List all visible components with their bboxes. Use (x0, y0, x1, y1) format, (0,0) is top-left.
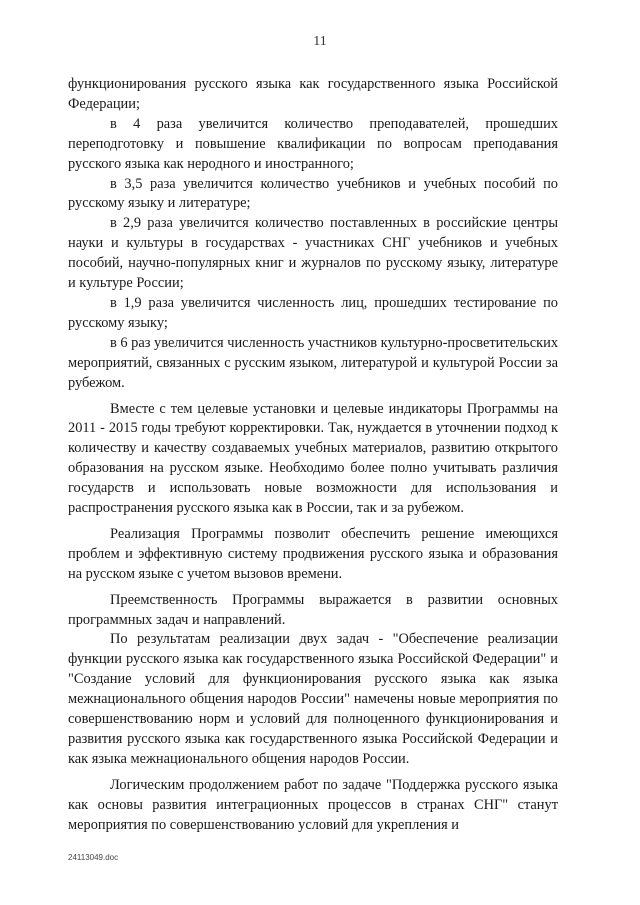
paragraph: в 4 раза увеличится количество преподавателей, прошедших переподготовку и повышение квалификации по вопросам преподавания русского языка как неродного и иностранного; (68, 115, 558, 172)
paragraph: в 3,5 раза увеличится количество учебников и учебных пособий по русскому языку и литературе; (68, 175, 558, 212)
paragraph: Вместе с тем целевые установки и целевые индикаторы Программы на 2011 - 2015 годы требуют корректировки. Так, нуждается в уточнении подход к количеству и качеству создаваемых учебных материалов, развитию открытого образования на русском языке. Необходимо более полно учитывать различия государств и использовать новые возможности для использования и распространения русского языка как в России, так и за рубежом. (68, 400, 558, 517)
paragraph: Реализация Программы позволит обеспечить решение имеющихся проблем и эффективную систему продвижения русского языка и образования на русском языке с учетом вызовов времени. (68, 525, 558, 582)
document-body (68, 75, 558, 836)
paragraph: По результатам реализации двух задач - "Обеспечение реализации функции русского языка как государственного языка Российской Федерации" и "Создание условий для функционирования русского языка как языка межнационального общения народов России" намечены новые мероприятия по совершенствованию норм и условий для полноценного функционирования и развития русского языка как государственного языка Российской Федерации и как языка межнационального общения народов России. (68, 631, 558, 767)
paragraph: в 1,9 раза увеличится численность лиц, прошедших тестирование по русскому языку; (68, 294, 558, 331)
paragraph: Преемственность Программы выражается в развитии основных программных задач и направлений. (68, 591, 558, 628)
paragraph: в 6 раз увеличится численность участников культурно-просветительских мероприятий, связанных с русским языком, литературой и культурой России за рубежом. (68, 334, 559, 391)
paragraph: в 2,9 раза увеличится количество поставленных в российские центры науки и культуры в государствах - участниках СНГ учебников и учебных пособий, научно-популярных книг и журналов по русскому языку, литературе и культуре России; (68, 215, 558, 292)
paragraph: Логическим продолжением работ по задаче "Поддержка русского языка как основы развития интеграционных процессов в странах СНГ" станут мероприятия по совершенствованию условий для укрепления и (68, 776, 558, 833)
page-number: 11 (313, 34, 327, 49)
document-filename-footer: 24113049.doc (68, 853, 119, 862)
paragraph: функционирования русского языка как государственного языка Российской Федерации; (68, 76, 558, 112)
